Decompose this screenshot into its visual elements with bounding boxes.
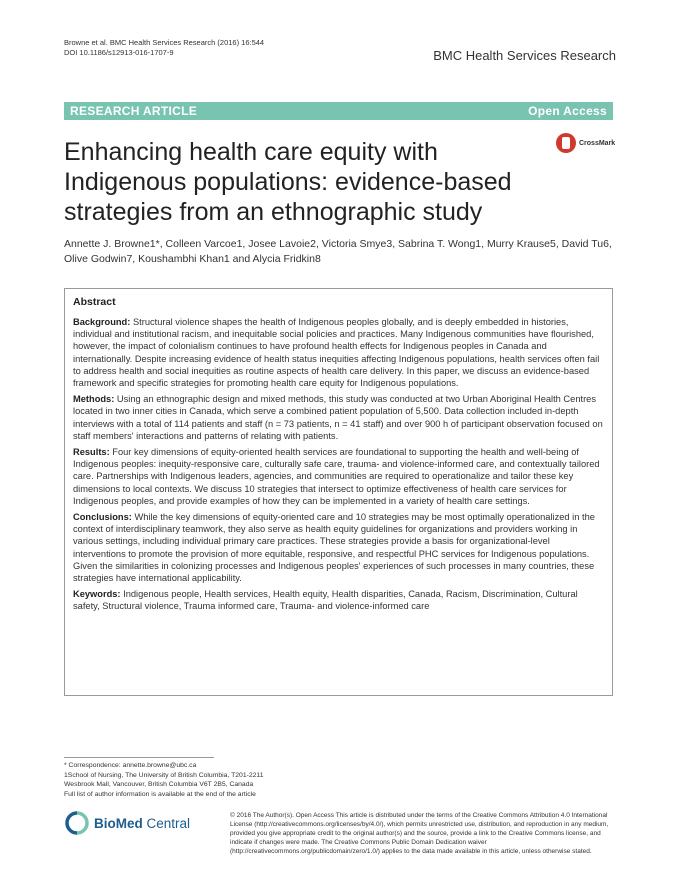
section-text: While the key dimensions of equity-oriented care and 10 strategies may be most optimally operationalized in the context of interdisciplinary teamwork, they also serve as health equity guidelines for organizations and providers working in various settings, including individual primary care practices. These strategies provide a basis for organizational-level interventions to promote the provision of more equitable, responsive, and respectful PHC services for Indigenous populations. Given the similarities in colonizing processes and Indigenous peoples' experiences of such processes in many countries, these strategies have international applicability.	[73, 512, 595, 584]
footnotes	[64, 757, 364, 799]
crossmark-label: CrossMark	[579, 139, 616, 147]
citation-line: Browne et al. BMC Health Services Research (2016) 16:544	[64, 38, 265, 47]
author-info-note: Full list of author information is available at the end of the article	[64, 790, 256, 798]
section-text: Four key dimensions of equity-oriented health services are foundational to supporting the health and well-being of Indigenous peoples: inequity-responsive care, culturally safe care, trauma- and violence-informed care, and contextually tailored care. Partnerships with Indigenous leaders, agencies, and communities are required to operationalize and tailor these key dimensions to local contexts. We discuss 10 strategies that intersect to optimize effectiveness of health care services for Indigenous peoples, and provide examples of how they can be implemented in a variety of health care settings.	[73, 447, 600, 506]
section-label: Results:	[73, 447, 110, 458]
footnote-divider	[64, 757, 214, 758]
license-statement: © 2016 The Author(s). Open Access This article is distributed under the terms of the Creative Commons Attribution 4.0 International License (http://creativecommons.org/licenses/by/4.0/), which permits unrestricted use, distribution, and reproduction in any medium, provided you give appropriate credit to the original author(s) and the source, provide a link to the Creative Commons license, and indicate if changes were made. The Creative Commons Public Domain Dedication waiver (http://creativecommons.org/publicdomain/zero/1.0/) applies to the data made available in this article, unless otherwise stated.	[230, 812, 609, 855]
affiliation: 1School of Nursing, The University of British Columbia, T201-2211	[64, 771, 264, 779]
correspondence-email[interactable]: * Correspondence: annette.browne@ubc.ca	[64, 762, 197, 769]
crossmark-icon	[556, 133, 576, 153]
citation	[64, 38, 264, 58]
article-type-label: RESEARCH ARTICLE	[70, 104, 198, 118]
affiliation-address: Wesbrook Mall, Vancouver, British Columbia V6T 2B5, Canada	[64, 781, 254, 788]
abstract-methods	[73, 393, 604, 442]
author-list: Annette J. Browne1*, Colleen Varcoe1, Josee Lavoie2, Victoria Smye3, Sabrina T. Wong1, Murry Krause5, David Tu6, Olive Godwin7, Koushambhi Khan1 and Alycia Fridkin8	[64, 238, 612, 265]
section-label: Keywords:	[73, 589, 121, 600]
abstract-conclusions	[73, 511, 604, 584]
abstract-heading: Abstract	[73, 296, 116, 308]
section-text: Structural violence shapes the health of Indigenous peoples globally, and is deeply embedded in histories, individual and institutional racism, and inequitable social policies and practices. Many Indigenous communities have flourished, however, the impact of colonialism continues to have profound health effects for Indigenous peoples in Canada and internationally. Despite increasing evidence of health status inequities affecting Indigenous populations, health services often fail to address health and social inequities as routine aspects of health care delivery. In this paper, we discuss an evidence-based framework and specific strategies for promoting health care equity for Indigenous populations.	[73, 317, 600, 389]
logo-light: Central	[142, 815, 191, 831]
article-type-bar	[64, 102, 613, 120]
doi-line[interactable]: DOI 10.1186/s12913-016-1707-9	[64, 48, 174, 57]
section-label: Conclusions:	[73, 512, 132, 523]
biomed-central-icon	[64, 811, 90, 835]
journal-name: BMC Health Services Research	[433, 48, 616, 63]
abstract-keywords	[73, 588, 604, 612]
section-text: Indigenous people, Health services, Health equity, Health disparities, Canada, Racism, Discrimination, Cultural safety, Structural violence, Trauma informed care, Trauma- and violence-informed care	[73, 589, 578, 612]
open-access-label: Open Access	[528, 104, 607, 118]
logo-bold: BioMed	[94, 815, 143, 831]
logo-wordmark	[94, 816, 190, 831]
section-text: Using an ethnographic design and mixed methods, this study was conducted at two Urban Aboriginal Health Centres located in two inner cities in Canada, which serve a combined patient population of 5,500. Data collection included in-depth interviews with a total of 114 patients and staff (n = 73 patients, n = 41 staff) and over 900 h of participant observation focused on staff members' interactions and patterns of relating with patients.	[73, 394, 603, 441]
crossmark-badge[interactable]	[556, 133, 615, 153]
article-title: Enhancing health care equity with Indigenous populations: evidence-based strategies from an ethnographic study	[64, 138, 512, 226]
section-label: Background:	[73, 317, 131, 327]
section-label: Methods:	[73, 394, 115, 405]
abstract-results	[73, 446, 604, 507]
biomed-central-logo	[64, 811, 190, 835]
abstract-box	[64, 288, 613, 696]
abstract-background	[73, 316, 604, 389]
